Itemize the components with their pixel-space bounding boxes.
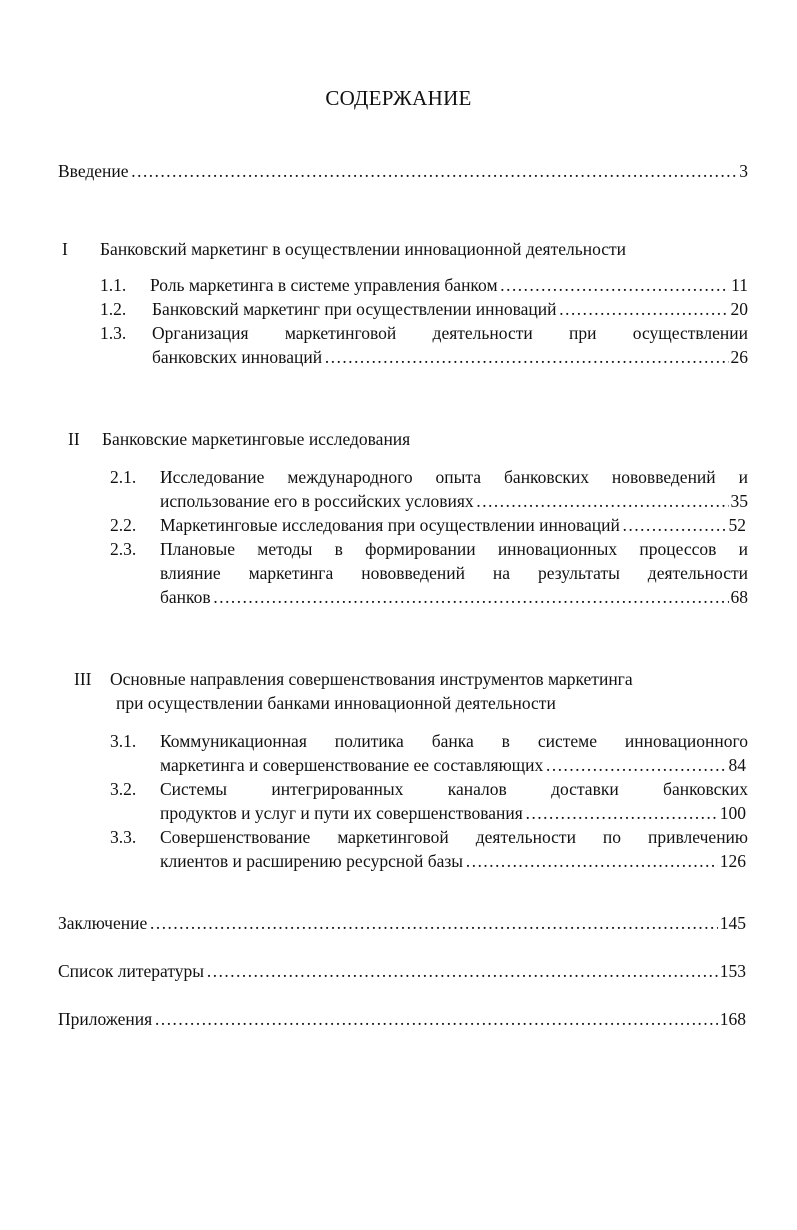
toc-entry-label: Введение <box>58 161 129 181</box>
page-number: 168 <box>719 1009 746 1029</box>
leader-dots <box>558 298 728 320</box>
toc-entry-label: Список литературы <box>58 961 205 981</box>
toc-entry-3-3-line1[interactable]: Совершенствование маркетинговой деятельности по привлечению <box>160 827 748 847</box>
toc-entry-1-1[interactable] <box>150 274 748 296</box>
toc-entry-appendices[interactable] <box>58 1008 746 1030</box>
toc-entry-3-1-line2[interactable] <box>160 754 746 776</box>
chapter-title-line2[interactable]: при осуществлении банками инновационной деятельности <box>116 693 556 713</box>
section-number: 1.3. <box>100 323 127 343</box>
page-number: 100 <box>719 803 746 823</box>
page-title: СОДЕРЖАНИЕ <box>325 86 472 110</box>
leader-dots <box>476 490 729 512</box>
section-number: 2.2. <box>110 515 137 535</box>
toc-entry-2-3-line3[interactable] <box>160 586 748 608</box>
leader-dots <box>525 802 718 824</box>
page-number: 84 <box>728 755 746 775</box>
toc-entry-label: Маркетинговые исследования при осуществлении инноваций <box>160 515 620 535</box>
leader-dots <box>622 514 727 536</box>
chapter-number: III <box>74 669 92 689</box>
toc-entry-label: банков <box>160 587 211 607</box>
toc-entry-conclusion[interactable] <box>58 912 746 934</box>
leader-dots <box>131 160 738 182</box>
toc-entry-2-2[interactable] <box>160 514 746 536</box>
toc-entry-label: Заключение <box>58 913 148 933</box>
leader-dots <box>500 274 730 296</box>
leader-dots <box>154 1008 718 1030</box>
page-number: 35 <box>730 491 748 511</box>
page-number: 126 <box>719 851 746 871</box>
toc-entry-1-3-line2[interactable] <box>152 346 748 368</box>
page-number: 20 <box>730 299 748 319</box>
section-number: 2.3. <box>110 539 137 559</box>
chapter-title-line1[interactable]: Основные направления совершенствования инструментов маркетинга <box>110 669 633 689</box>
toc-entry-2-3-line1[interactable]: Плановые методы в формировании инновационных процессов и <box>160 539 748 559</box>
toc-entry-3-2-line1[interactable]: Системы интегрированных каналов доставки банковских <box>160 779 748 799</box>
toc-entry-label: маркетинга и совершенствование ее составляющих <box>160 755 544 775</box>
section-number: 3.3. <box>110 827 137 847</box>
section-number: 3.1. <box>110 731 137 751</box>
chapter-number: I <box>62 239 68 259</box>
toc-entry-label: клиентов и расширению ресурсной базы <box>160 851 464 871</box>
toc-entry-intro[interactable] <box>58 160 748 182</box>
toc-entry-3-1-line1[interactable]: Коммуникационная политика банка в системе инновационного <box>160 731 748 751</box>
toc-entry-label: продуктов и услуг и пути их совершенствования <box>160 803 523 823</box>
page-number: 3 <box>739 161 748 181</box>
page-number: 68 <box>730 587 748 607</box>
toc-entry-label: Приложения <box>58 1009 153 1029</box>
toc-entry-1-2[interactable] <box>152 298 748 320</box>
chapter-number: II <box>68 429 80 449</box>
leader-dots <box>149 912 718 934</box>
chapter-title[interactable]: Банковские маркетинговые исследования <box>102 429 411 449</box>
toc-entry-label: Банковский маркетинг при осуществлении инноваций <box>152 299 557 319</box>
leader-dots <box>324 346 728 368</box>
toc-entry-references[interactable] <box>58 960 746 982</box>
toc-entry-label: использование его в российских условиях <box>160 491 474 511</box>
leader-dots <box>465 850 718 872</box>
leader-dots <box>213 586 729 608</box>
toc-entry-2-1-line1[interactable]: Исследование международного опыта банковских нововведений и <box>160 467 748 487</box>
leader-dots <box>545 754 726 776</box>
toc-entry-3-2-line2[interactable] <box>160 802 746 824</box>
page-number: 11 <box>731 275 748 295</box>
page-number: 26 <box>730 347 748 367</box>
section-number: 1.1. <box>100 275 127 295</box>
page-number: 52 <box>728 515 746 535</box>
section-number: 2.1. <box>110 467 137 487</box>
toc-entry-2-3-line2[interactable]: влияние маркетинга нововведений на результаты деятельности <box>160 563 748 583</box>
toc-entry-3-3-line2[interactable] <box>160 850 746 872</box>
toc-entry-1-3-line1[interactable]: Организация маркетинговой деятельности при осуществлении <box>152 323 748 343</box>
toc-entry-label: банковских инноваций <box>152 347 323 367</box>
section-number: 3.2. <box>110 779 137 799</box>
leader-dots <box>206 960 718 982</box>
chapter-title[interactable]: Банковский маркетинг в осуществлении инновационной деятельности <box>100 239 627 259</box>
page-number: 153 <box>719 961 746 981</box>
section-number: 1.2. <box>100 299 127 319</box>
toc-entry-2-1-line2[interactable] <box>160 490 748 512</box>
page-number: 145 <box>719 913 746 933</box>
toc-entry-label: Роль маркетинга в системе управления банком <box>150 275 498 295</box>
